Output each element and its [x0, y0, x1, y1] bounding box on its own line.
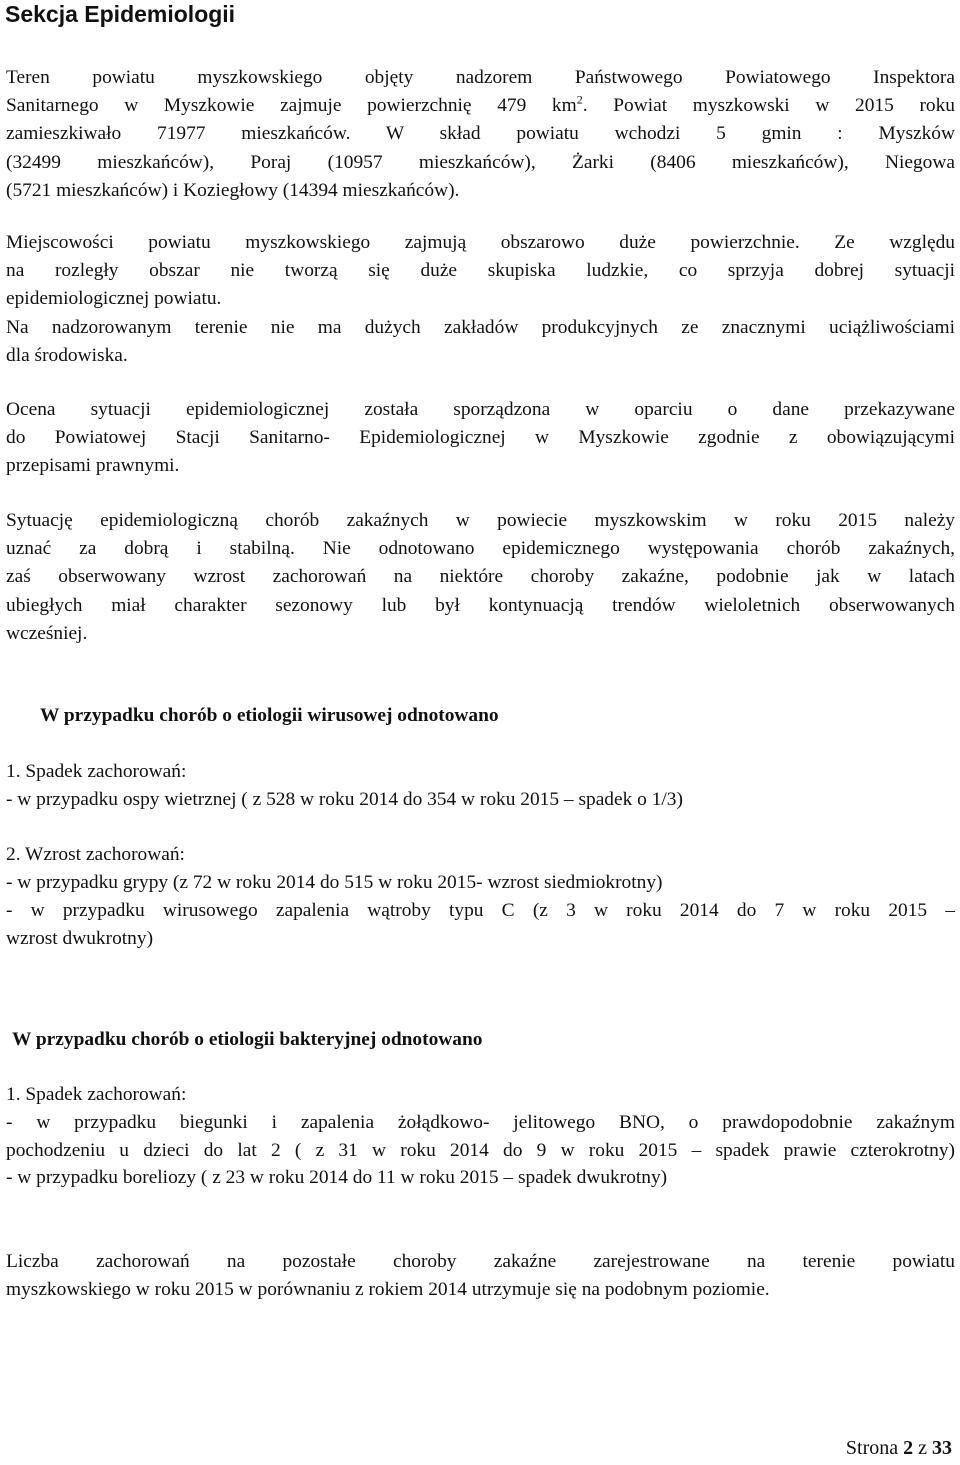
- text-line: przepisami prawnymi.: [6, 455, 180, 477]
- text-line: - w przypadku biegunki i zapalenia żołądkowo- jelitowego BNO, o prawdopodobnie zakaźnym: [6, 1112, 955, 1133]
- bacterial-decline-item: - w przypadku boreliozy ( z 23 w roku 2014 do 11 w roku 2015 – spadek dwukrotny): [6, 1167, 668, 1188]
- page-of: z: [918, 1437, 927, 1459]
- page-number: [846, 1435, 952, 1461]
- current-page: 2: [903, 1437, 914, 1459]
- text-line: Miejscowości powiatu myszkowskiego zajmują obszarowo duże powierzchnie. Ze względu: [6, 232, 955, 253]
- text-line: (32499 mieszkańców), Poraj (10957 mieszkańców), Żarki (8406 mieszkańców), Niegowa: [6, 151, 955, 173]
- area-paragraph: [6, 229, 955, 370]
- text-line: na rozległy obszar nie tworzą się duże skupiska ludzkie, co sprzyja dobrej sytuacji: [6, 260, 955, 282]
- text-line: Na nadzorowanym terenie nie ma dużych zakładów produkcyjnych ze znacznymi uciążliwościami: [6, 316, 955, 338]
- superscript: 2: [576, 92, 583, 107]
- text-line: [6, 92, 955, 120]
- viral-heading: W przypadku chorób o etiologii wirusowej odnotowano: [40, 705, 499, 726]
- text-line: do Powiatowej Stacji Sanitarno- Epidemiologicznej w Myszkowie zgodnie z obowiązującymi: [6, 427, 955, 449]
- text-line: zamieszkiwało 71977 mieszkańców. W skład powiatu wchodzi 5 gmin : Myszków: [6, 123, 955, 145]
- text-line: zaś obserwowany wzrost zachorowań na niektóre choroby zakaźne, podobnie jak w latach: [6, 566, 955, 588]
- viral-increase-item: - w przypadku grypy (z 72 w roku 2014 do 515 w roku 2015- wzrost siedmiokrotny): [6, 872, 663, 893]
- situation-paragraph: [6, 507, 955, 648]
- assessment-paragraph: [6, 396, 955, 481]
- text-line: wcześniej.: [6, 622, 88, 644]
- text-line: myszkowskiego w roku 2015 w porównaniu z rokiem 2014 utrzymuje się na podobnym poziomie.: [6, 1279, 770, 1301]
- total-pages: 33: [932, 1437, 952, 1459]
- text-line: ubiegłych miał charakter sezonowy lub był kontynuacją trendów wieloletnich obserwowanych: [6, 594, 955, 616]
- viral-increase-item: [6, 897, 955, 953]
- text-line: - w przypadku wirusowego zapalenia wątroby typu C (z 3 w roku 2014 do 7 w roku 2015 –: [6, 900, 955, 921]
- viral-decline-label: 1. Spadek zachorowań:: [6, 761, 187, 782]
- page-label: Strona: [845, 1437, 899, 1459]
- text-line: dla środowiska.: [6, 344, 128, 366]
- text-line: Teren powiatu myszkowskiego objęty nadzorem Państwowego Powiatowego Inspektora: [6, 67, 955, 88]
- text-line: (5721 mieszkańców) i Koziegłowy (14394 mieszkańców).: [6, 179, 460, 201]
- intro-paragraph: [6, 64, 955, 205]
- text-line: Ocena sytuacji epidemiologicznej została sporządzona w oparciu o dane przekazywane: [6, 399, 955, 420]
- text-line: pochodzeniu u dzieci do lat 2 ( z 31 w roku 2014 do 9 w roku 2015 – spadek prawie czterokrotny): [6, 1140, 955, 1162]
- viral-increase-label: 2. Wzrost zachorowań:: [6, 844, 185, 865]
- section-title: Sekcja Epidemiologii: [5, 1, 236, 27]
- text-line: Liczba zachorowań na pozostałe choroby zakaźne zarejestrowane na terenie powiatu: [6, 1251, 955, 1272]
- text-segment: Sanitarnego w Myszkowie zajmuje powierzchnię 479 km: [6, 95, 577, 117]
- text-line: uznać za dobrą i stabilną. Nie odnotowano epidemicznego występowania chorób zakaźnych,: [6, 538, 955, 560]
- bacterial-decline-label: 1. Spadek zachorowań:: [6, 1084, 187, 1105]
- bacterial-decline-item: [6, 1109, 955, 1165]
- summary-paragraph: [6, 1248, 955, 1304]
- text-line: wzrost dwukrotny): [6, 928, 154, 950]
- text-line: epidemiologicznej powiatu.: [6, 288, 222, 310]
- viral-decline-item: - w przypadku ospy wietrznej ( z 528 w roku 2014 do 354 w roku 2015 – spadek o 1/3): [6, 789, 683, 810]
- bacterial-heading: W przypadku chorób o etiologii bakteryjnej odnotowano: [12, 1029, 483, 1050]
- text-segment: . Powiat myszkowski w 2015 roku: [582, 95, 955, 117]
- text-line: Sytuację epidemiologiczną chorób zakaźnych w powiecie myszkowskim w roku 2015 należy: [6, 510, 955, 531]
